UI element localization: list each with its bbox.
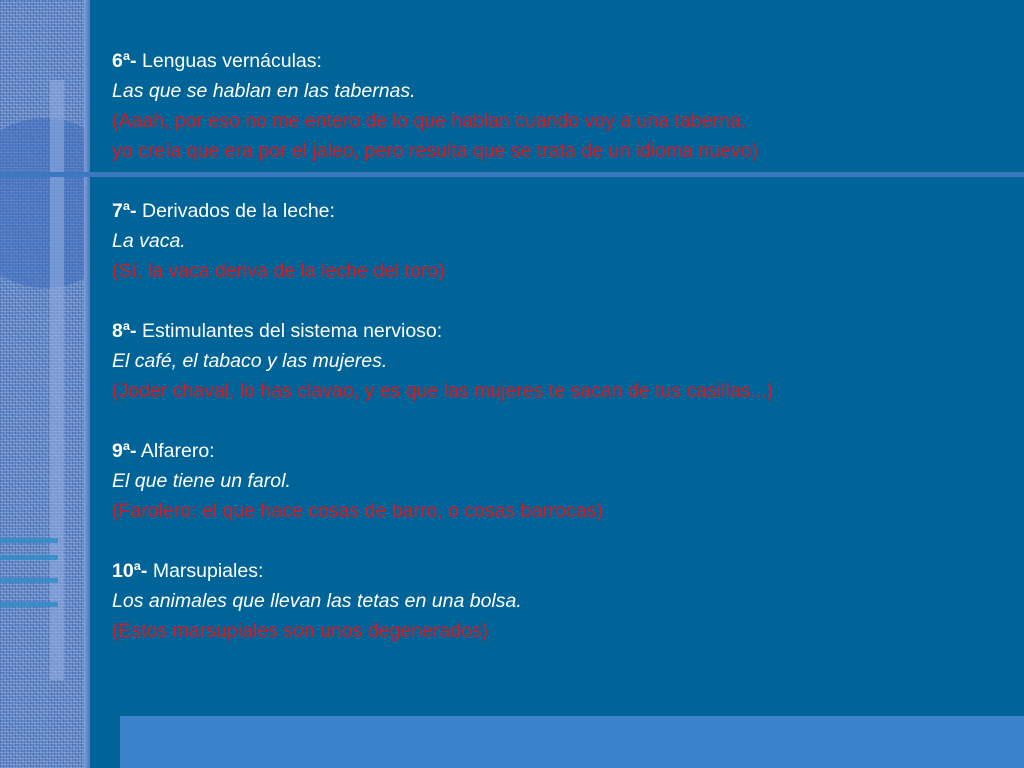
- entry-7: [112, 196, 1012, 286]
- entry-answer: La vaca.: [112, 230, 186, 252]
- entry-number: 7ª-: [112, 200, 137, 222]
- entry-number: 6ª-: [112, 50, 137, 72]
- entry-answer: El café, el tabaco y las mujeres.: [112, 350, 388, 372]
- entry-comment: (Sí, la vaca deriva de la leche del toro): [112, 260, 445, 282]
- entry-term-line: [112, 436, 1012, 466]
- entry-10: [112, 556, 1012, 646]
- entry-term: Estimulantes del sistema nervioso:: [136, 320, 443, 342]
- entry-9: [112, 436, 1012, 526]
- entry-comment: (Joder chaval, lo has clavao, y es que las mujeres te sacan de tus casillas...): [112, 380, 774, 402]
- sidebar-edge: [84, 0, 90, 768]
- entry-term: Derivados de la leche:: [136, 200, 335, 222]
- sidebar-circle-decoration: [0, 118, 90, 288]
- entry-term-line: [112, 196, 1012, 226]
- entry-number: 10ª-: [112, 560, 148, 582]
- entry-comment: yo creía que era por el jaleo, pero resulta que se trata de un idioma nuevo): [112, 140, 759, 162]
- entry-8: [112, 316, 1012, 406]
- entry-term-line: [112, 556, 1012, 586]
- entry-answer: Las que se hablan en las tabernas.: [112, 80, 416, 102]
- entry-term-line: [112, 46, 1012, 76]
- entry-6: [112, 46, 1012, 166]
- sidebar-vertical-bar: [50, 80, 64, 680]
- slide-content: [112, 46, 1012, 676]
- sidebar-stripe: [0, 555, 58, 560]
- entry-answer: Los animales que llevan las tetas en una bolsa.: [112, 590, 522, 612]
- entry-term-line: [112, 316, 1012, 346]
- entry-term: Alfarero:: [136, 440, 215, 462]
- entry-number: 9ª-: [112, 440, 137, 462]
- bottom-accent-bar: [120, 716, 1024, 768]
- entry-comment: (Farolero: el que hace cosas de barro, o cosas barrocas): [112, 500, 603, 522]
- entry-term: Lenguas vernáculas:: [136, 50, 322, 72]
- entry-comment: (Aaah, por eso no me entero de lo que hablan cuando voy a una taberna,: [112, 110, 747, 132]
- sidebar-stripe: [0, 538, 58, 543]
- sidebar-stripe: [0, 578, 58, 583]
- entry-answer: El que tiene un farol.: [112, 470, 291, 492]
- entry-comment: (Estos marsupiales son unos degenerados): [112, 620, 489, 642]
- entry-number: 8ª-: [112, 320, 137, 342]
- entry-term: Marsupiales:: [147, 560, 264, 582]
- sidebar-stripe: [0, 602, 58, 607]
- decorative-sidebar: [0, 0, 90, 768]
